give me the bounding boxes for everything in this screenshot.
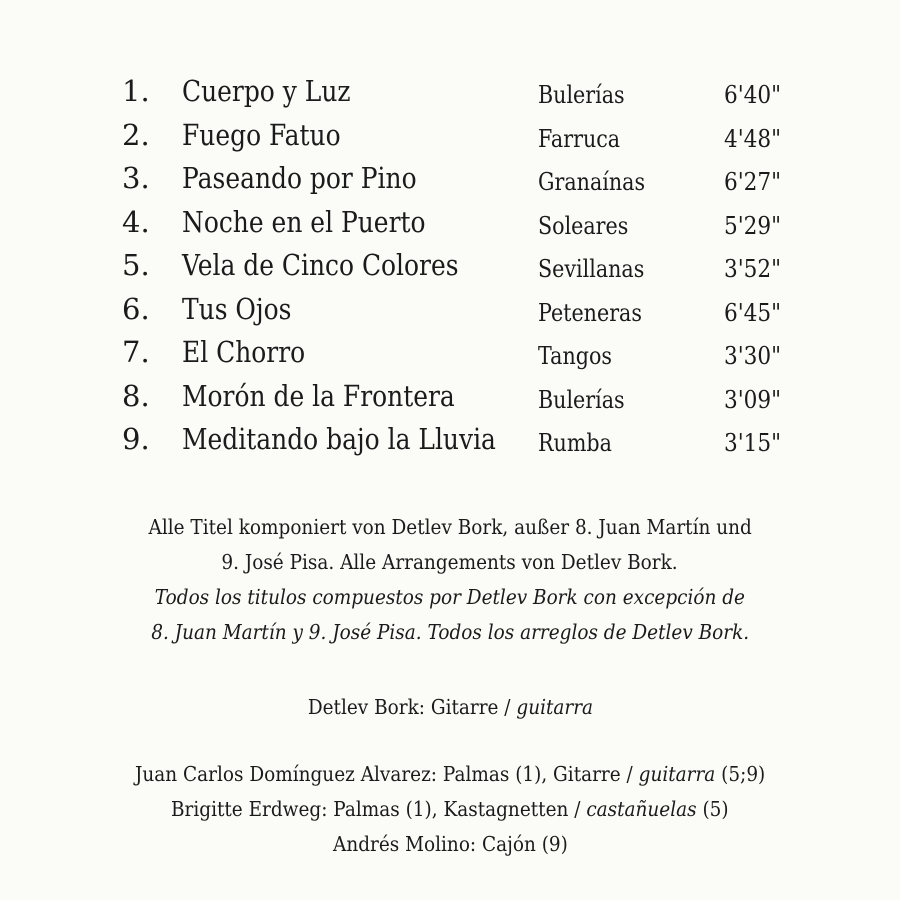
track-duration: 3'30": [724, 342, 782, 370]
track-duration: 4'48": [724, 124, 782, 153]
track-duration: 3'09": [724, 385, 782, 414]
track-row: [112, 288, 802, 332]
track-number: 1.: [122, 74, 150, 108]
credits-german-line: 9. José Pisa. Alle Arrangements von Detlev Bork.: [221, 550, 679, 574]
credits-german-line: Alle Titel komponiert von Detlev Bork, außer 8. Juan Martín und: [148, 515, 752, 539]
track-style: Bulerías: [538, 81, 625, 109]
performer-name: Detlev Bork: Gitarre /: [307, 695, 511, 719]
track-style: Bulerías: [538, 385, 625, 414]
musician-credit: Juan Carlos Domínguez Alvarez: Palmas (1), Gitarre /: [134, 762, 633, 786]
track-title: El Chorro: [182, 335, 306, 369]
track-duration: 6'40": [724, 81, 782, 109]
credits-spanish-line: Todos los titulos compuestos por Detlev Bork con excepción de: [154, 585, 746, 609]
track-duration: 3'52": [724, 255, 782, 283]
track-title: Cuerpo y Luz: [182, 74, 351, 108]
credits-spanish-line: 8. Juan Martín y 9. José Pisa. Todos los arreglos de Detlev Bork.: [151, 620, 749, 644]
track-row: [112, 114, 802, 158]
track-number: 9.: [122, 422, 150, 456]
track-style: Rumba: [538, 429, 612, 457]
track-duration: 5'29": [724, 211, 782, 240]
track-row: [112, 375, 802, 419]
musician-credit: Andrés Molino: Cajón (9): [332, 832, 568, 856]
track-duration: 3'15": [724, 429, 782, 457]
musician-credit: Brigitte Erdweg: Palmas (1), Kastagnetten /: [171, 797, 581, 821]
musician-instrument-es: castañuelas: [586, 797, 697, 821]
track-number: 6.: [122, 291, 150, 326]
musician-tracks: (5): [702, 797, 729, 821]
performer-instrument-es: guitarra: [515, 695, 593, 719]
main-performer: [0, 690, 900, 725]
track-style: Granaínas: [538, 168, 646, 196]
track-title: Fuego Fatuo: [182, 117, 341, 152]
track-number: 2.: [122, 117, 150, 152]
track-title: Vela de Cinco Colores: [182, 248, 459, 282]
track-row: [112, 201, 802, 245]
guest-musicians: [0, 757, 900, 862]
track-title: Tus Ojos: [182, 291, 292, 326]
track-duration: 6'45": [724, 298, 782, 327]
track-number: 7.: [122, 335, 150, 369]
musician-instrument-es: guitarra: [638, 762, 716, 786]
track-number: 8.: [122, 378, 150, 413]
track-style: Soleares: [538, 211, 629, 240]
track-title: Morón de la Frontera: [182, 378, 455, 413]
track-row: [112, 244, 802, 288]
track-duration: 6'27": [724, 168, 782, 196]
track-style: Tangos: [538, 342, 613, 370]
track-row: [112, 331, 802, 375]
track-row: [112, 70, 802, 114]
track-number: 3.: [122, 161, 150, 195]
track-number: 4.: [122, 204, 150, 239]
track-row: [112, 418, 802, 462]
track-title: Paseando por Pino: [182, 161, 417, 195]
track-title: Noche en el Puerto: [182, 204, 426, 239]
track-style: Sevillanas: [538, 255, 645, 283]
track-list: [112, 70, 802, 462]
track-number: 5.: [122, 248, 150, 282]
composer-credits: [0, 510, 900, 650]
track-title: Meditando bajo la Lluvia: [182, 422, 496, 456]
track-row: [112, 157, 802, 201]
musician-tracks: (5;9): [721, 762, 766, 786]
track-style: Peteneras: [538, 298, 642, 327]
track-style: Farruca: [538, 124, 621, 153]
